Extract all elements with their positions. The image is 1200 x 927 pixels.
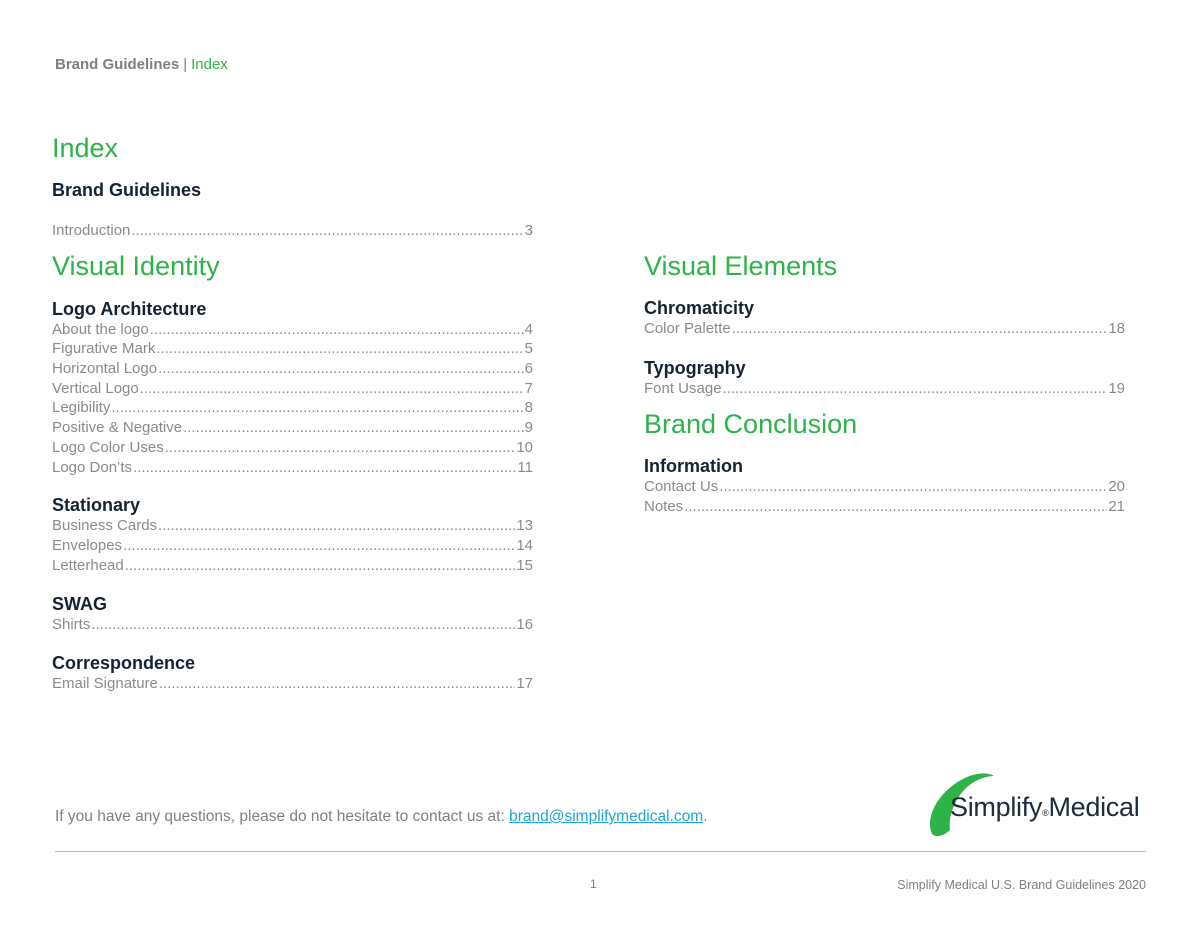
toc-entry-page: 7 [524,380,533,397]
toc-entry-label: Notes [644,498,684,515]
toc-entry-label: Business Cards [52,517,158,534]
heading-stationary: Stationary [52,495,141,515]
simplify-medical-logo [926,770,1148,838]
toc-entry-page: 8 [524,399,533,416]
toc-entry-envelopes[interactable] [52,537,533,557]
toc-entry-label: Legibility [52,399,111,416]
leader-dots [719,478,1107,495]
toc-entry-contact-us[interactable] [644,478,1125,498]
toc-entry-page: 21 [1108,498,1125,515]
footer-contact-prompt: If you have any questions, please do not hesitate to contact us at: [55,808,510,825]
toc-entry-page: 10 [516,439,533,456]
heading-swag: SWAG [52,594,108,614]
leader-dots [156,340,523,357]
footer-divider [55,851,1146,852]
heading-chromaticity: Chromaticity [644,298,755,318]
toc-entry-label: Introduction [52,222,131,239]
section-title-visual-identity: Visual Identity [52,251,220,281]
toc-entry-page: 13 [516,517,533,534]
toc-entry-page: 4 [524,321,533,338]
page-title: Index [52,133,119,163]
toc-entry-figurative-mark[interactable] [52,340,533,360]
toc-entry-page: 18 [1108,320,1125,337]
leader-dots [158,360,524,377]
toc-entry-legibility[interactable] [52,399,533,419]
breadcrumb [55,56,228,73]
contact-email-link[interactable]: brand@simplifymedical.com [509,808,704,825]
toc-entry-label: Contact Us [644,478,719,495]
toc-entry-shirts[interactable] [52,616,533,636]
toc-entry-label: Color Palette [644,320,731,337]
leader-dots [159,675,515,692]
toc-entry-label: Letterhead [52,557,124,574]
toc-entry-vertical-logo[interactable] [52,380,533,400]
toc-entry-page: 9 [524,419,533,436]
toc-entry-label: Figurative Mark [52,340,156,357]
leader-dots [165,439,516,456]
toc-entry-introduction[interactable] [52,222,533,242]
toc-entry-color-palette[interactable] [644,320,1125,340]
toc-entry-page: 20 [1108,478,1125,495]
page-number: 1 [590,877,597,891]
toc-entry-label: About the logo [52,321,149,338]
toc-entry-page: 16 [516,616,533,633]
toc-entry-label: Envelopes [52,537,123,554]
leader-dots [111,399,523,416]
leader-dots [684,498,1107,515]
leader-dots [723,380,1108,397]
footer-contact-text [55,808,707,826]
breadcrumb-main: Brand Guidelines [55,56,180,73]
toc-entry-logo-donts[interactable] [52,459,533,479]
leader-dots [140,380,524,397]
heading-brand-guidelines: Brand Guidelines [52,180,202,200]
leader-dots [150,321,524,338]
toc-entry-label: Horizontal Logo [52,360,158,377]
footer-period: . [703,808,708,825]
toc-entry-email-signature[interactable] [52,675,533,695]
toc-entry-label: Shirts [52,616,91,633]
heading-typography: Typography [644,358,746,378]
toc-entry-page: 11 [517,459,533,476]
leader-dots [133,459,516,476]
toc-entry-page: 19 [1108,380,1125,397]
document-title: Simplify Medical U.S. Brand Guidelines 2020 [897,878,1146,892]
leader-dots [158,517,515,534]
toc-entry-page: 3 [524,222,533,239]
toc-entry-positive-negative[interactable] [52,419,533,439]
leader-dots [131,222,523,239]
breadcrumb-separator: | [183,56,188,73]
logo-word-medical: Medical [1048,792,1140,822]
toc-entry-label: Logo Color Uses [52,439,164,456]
toc-entry-font-usage[interactable] [644,380,1125,400]
toc-entry-label: Vertical Logo [52,380,139,397]
toc-entry-letterhead[interactable] [52,557,533,577]
toc-entry-about-the-logo[interactable] [52,321,533,341]
leader-dots [125,557,516,574]
toc-entry-page: 14 [516,537,533,554]
toc-entry-label: Email Signature [52,675,158,692]
heading-information: Information [644,456,743,476]
toc-entry-horizontal-logo[interactable] [52,360,533,380]
section-title-brand-conclusion: Brand Conclusion [644,409,858,439]
toc-entry-logo-color-uses[interactable] [52,439,533,459]
leader-dots [123,537,515,554]
leader-dots [183,419,524,436]
breadcrumb-current: Index [191,56,228,73]
toc-entry-business-cards[interactable] [52,517,533,537]
heading-correspondence: Correspondence [52,653,196,673]
heading-logo-architecture: Logo Architecture [52,299,207,319]
toc-entry-label: Positive & Negative [52,419,183,436]
leader-dots [91,616,515,633]
toc-entry-page: 6 [524,360,533,377]
logo-registered-mark: ® [1042,808,1049,818]
logo-wordmark [950,792,1139,823]
toc-entry-label: Font Usage [644,380,722,397]
logo-word-simplify: Simplify [950,792,1043,822]
toc-entry-page: 17 [516,675,533,692]
toc-entry-page: 15 [516,557,533,574]
toc-entry-page: 5 [524,340,533,357]
leader-dots [732,320,1108,337]
toc-entry-label: Logo Don’ts [52,459,133,476]
section-title-visual-elements: Visual Elements [644,251,838,281]
toc-entry-notes[interactable] [644,498,1125,518]
